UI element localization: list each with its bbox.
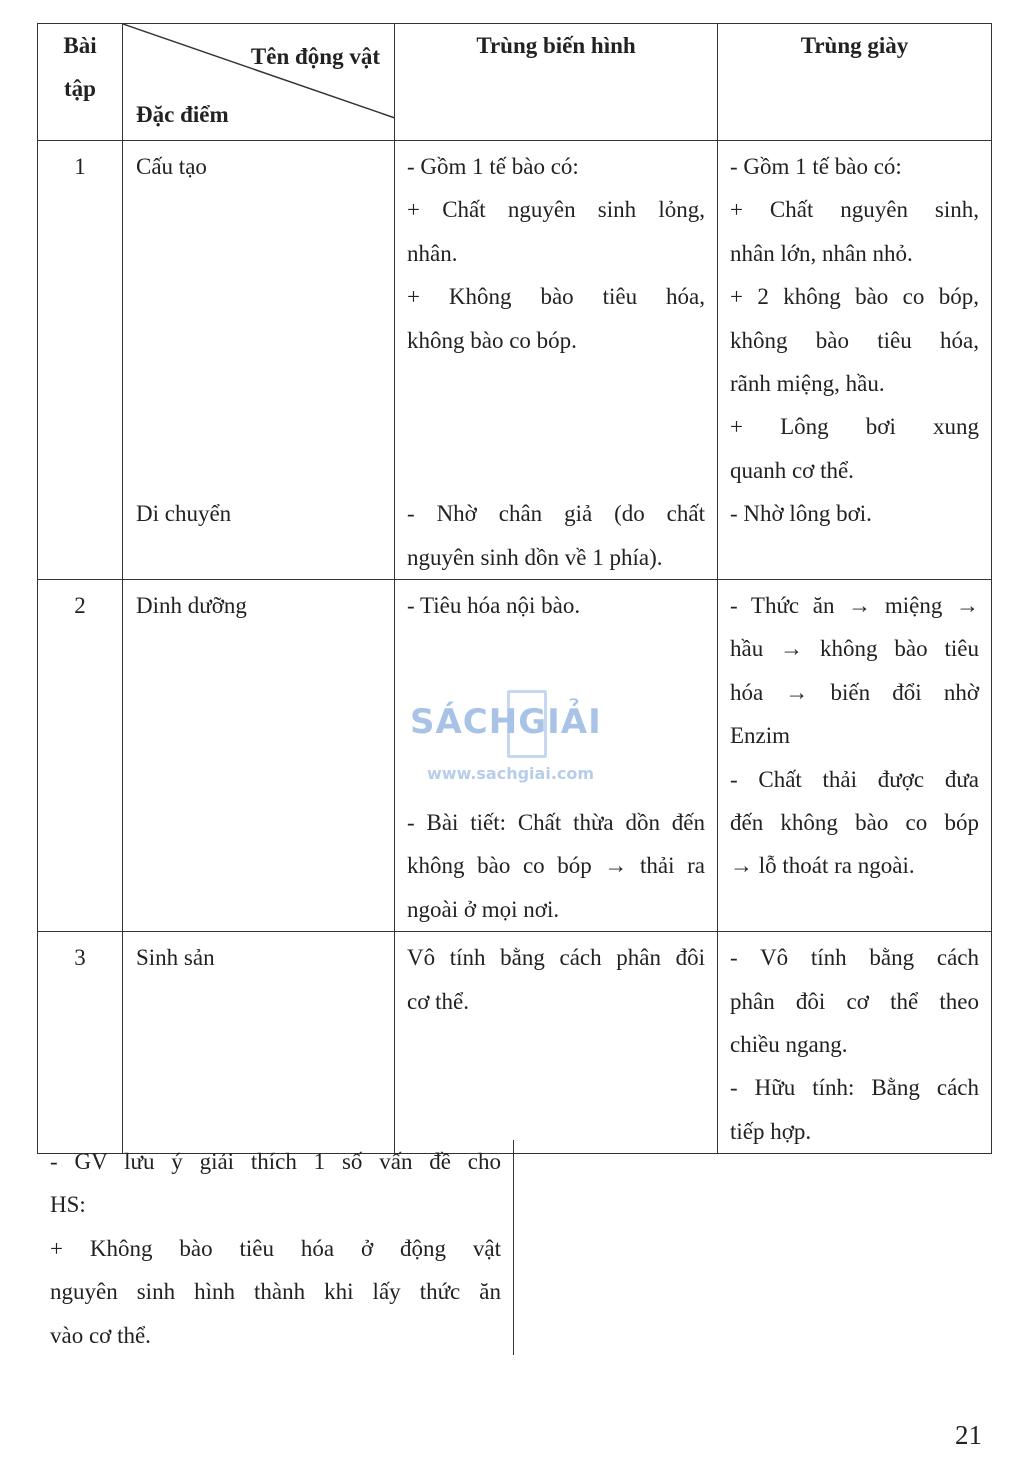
text-line: ngoài ở mọi nơi. bbox=[407, 896, 560, 922]
text-line: nguyên sinh dồn về 1 phía). bbox=[407, 544, 663, 570]
text-line: không bào co bóp. bbox=[407, 327, 577, 353]
note-line: - GV lưu ý giải thích 1 số vấn đề cho bbox=[50, 1149, 501, 1174]
text-line: cơ thể. bbox=[407, 988, 469, 1014]
header-diagonal-cell bbox=[123, 24, 395, 141]
feature-label: Dinh dưỡng bbox=[136, 593, 247, 619]
text-line: + 2 không bào co bóp, bbox=[730, 284, 979, 310]
feature-cell bbox=[123, 932, 395, 1154]
text-line: - Nhờ lông bơi. bbox=[730, 501, 872, 527]
note-line: nguyên sinh hình thành khi lấy thức ăn bbox=[50, 1279, 501, 1305]
header-exercise bbox=[38, 24, 123, 141]
table-row bbox=[38, 141, 992, 580]
header-amoeba: Trùng biến hình bbox=[395, 24, 718, 141]
row-number: 2 bbox=[38, 580, 123, 932]
header-paramecium: Trùng giày bbox=[718, 24, 992, 141]
text-line: rãnh miệng, hầu. bbox=[730, 371, 885, 397]
text-line: - Bài tiết: Chất thừa dồn đến bbox=[407, 810, 705, 836]
watermark-url: www.sachgiai.com bbox=[427, 764, 595, 783]
table-row bbox=[38, 932, 992, 1154]
text-line: - Gồm 1 tế bào có: bbox=[407, 154, 579, 179]
comparison-table bbox=[37, 23, 992, 1154]
feature-cell bbox=[123, 580, 395, 932]
text-line: + Chất nguyên sinh lỏng, bbox=[407, 197, 705, 223]
feature-cell bbox=[123, 141, 395, 580]
amoeba-cell bbox=[395, 141, 718, 580]
text-line: đến không bào co bóp bbox=[730, 810, 979, 836]
watermark bbox=[404, 686, 624, 786]
text-line: Vô tính bằng cách phân đôi bbox=[407, 945, 705, 971]
note-line: vào cơ thể. bbox=[50, 1322, 151, 1348]
text-line: - Vô tính bằng cách bbox=[730, 945, 979, 971]
text-line: không bào co bóp → thải ra bbox=[407, 853, 705, 879]
text-line: + Chất nguyên sinh, bbox=[730, 197, 979, 223]
text-line: + Lông bơi xung bbox=[730, 414, 979, 440]
text-line: - Thức ăn → miệng → bbox=[730, 593, 979, 619]
row-number: 3 bbox=[38, 932, 123, 1154]
text-line: chiều ngang. bbox=[730, 1032, 848, 1058]
feature-label: Di chuyển bbox=[136, 501, 232, 527]
note-line: + Không bào tiêu hóa ở động vật bbox=[50, 1235, 501, 1261]
table-header-row bbox=[38, 24, 992, 141]
page-number: 21 bbox=[955, 1420, 982, 1450]
text-line: Enzim bbox=[730, 723, 791, 749]
text-line: không bào tiêu hóa, bbox=[730, 327, 979, 353]
text-line: quanh cơ thể. bbox=[730, 457, 854, 483]
text-line: - Tiêu hóa nội bào. bbox=[407, 593, 581, 619]
text-line: phân đôi cơ thể theo bbox=[730, 988, 979, 1014]
text-line: - Chất thải được đưa bbox=[730, 766, 979, 792]
paramecium-cell bbox=[718, 932, 992, 1154]
feature-label: Cấu tạo bbox=[136, 154, 207, 179]
text-line: → lỗ thoát ra ngoài. bbox=[730, 853, 915, 879]
row-number: 1 bbox=[38, 141, 123, 580]
paramecium-cell bbox=[718, 141, 992, 580]
text-line: + Không bào tiêu hóa, bbox=[407, 284, 705, 310]
teacher-notes bbox=[37, 1140, 514, 1355]
watermark-logo: SÁCHGIẢI bbox=[410, 702, 602, 742]
text-line: - Gồm 1 tế bào có: bbox=[730, 154, 902, 179]
header-feature: Đặc điểm bbox=[136, 102, 229, 127]
text-line: nhân lớn, nhân nhỏ. bbox=[730, 240, 913, 266]
text-line: - Hữu tính: Bằng cách bbox=[730, 1075, 979, 1101]
text-line: nhân. bbox=[407, 240, 458, 266]
note-line: HS: bbox=[50, 1192, 86, 1218]
text-line: hóa → biến đổi nhờ bbox=[730, 679, 979, 705]
text-line: tiếp hợp. bbox=[730, 1118, 812, 1144]
amoeba-cell bbox=[395, 932, 718, 1154]
paramecium-cell bbox=[718, 580, 992, 932]
text-line: - Nhờ chân giả (do chất bbox=[407, 501, 705, 527]
feature-label: Sinh sản bbox=[136, 945, 215, 971]
text-line: hầu → không bào tiêu bbox=[730, 636, 979, 662]
header-exercise-label: Bài tập bbox=[63, 33, 97, 102]
header-animal-name: Tên động vật bbox=[250, 44, 380, 69]
